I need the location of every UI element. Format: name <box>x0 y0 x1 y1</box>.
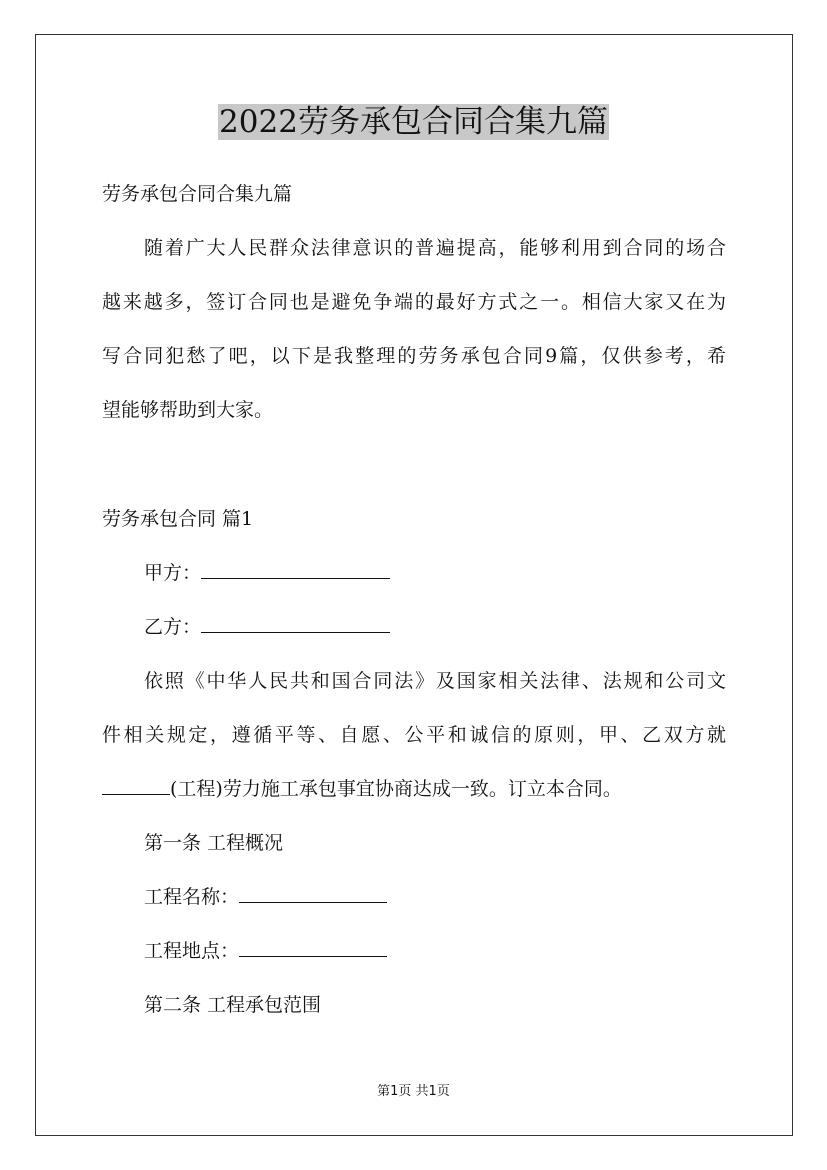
party-b-blank[interactable] <box>201 614 390 633</box>
project-name-row <box>144 884 387 910</box>
project-name-label: 工程名称： <box>144 886 240 908</box>
intro-line-4: 望能够帮助到大家。 <box>102 399 274 421</box>
project-location-label: 工程地点： <box>144 940 240 962</box>
page-footer: 第1页 共1页 <box>377 1084 450 1099</box>
project-location-row <box>144 938 387 964</box>
basis-line-3-text: (工程)劳力施工承包事宜协商达成一致。订立本合同。 <box>170 778 622 800</box>
party-b-row <box>144 614 390 640</box>
party-b-label: 乙方： <box>144 616 202 638</box>
project-blank[interactable] <box>102 776 170 795</box>
intro-line-2: 越来越多，签订合同也是避免争端的最好方式之一。相信大家又在为 <box>102 291 726 313</box>
basis-line-3 <box>102 776 622 802</box>
intro-line-3: 写合同犯愁了吧，以下是我整理的劳务承包合同9篇，仅供参考，希 <box>102 345 726 367</box>
project-name-blank[interactable] <box>239 884 387 903</box>
basis-line-2: 件相关规定，遵循平等、自愿、公平和诚信的原则，甲、乙双方就 <box>102 724 726 746</box>
document-title-text: 2022劳务承包合同合集九篇 <box>219 104 608 140</box>
section-heading: 劳务承包合同 篇1 <box>102 508 254 530</box>
party-a-blank[interactable] <box>201 560 390 579</box>
article-2-heading: 第二条 工程承包范围 <box>144 994 322 1016</box>
document-subtitle: 劳务承包合同合集九篇 <box>102 183 293 205</box>
intro-line-1: 随着广大人民群众法律意识的普遍提高，能够利用到合同的场合 <box>144 237 726 259</box>
project-location-blank[interactable] <box>239 938 387 957</box>
party-a-row <box>144 560 390 586</box>
document-title <box>0 100 827 144</box>
basis-line-1: 依照《中华人民共和国合同法》及国家相关法律、法规和公司文 <box>144 670 726 692</box>
article-1-heading: 第一条 工程概况 <box>144 832 284 854</box>
party-a-label: 甲方： <box>144 562 202 584</box>
